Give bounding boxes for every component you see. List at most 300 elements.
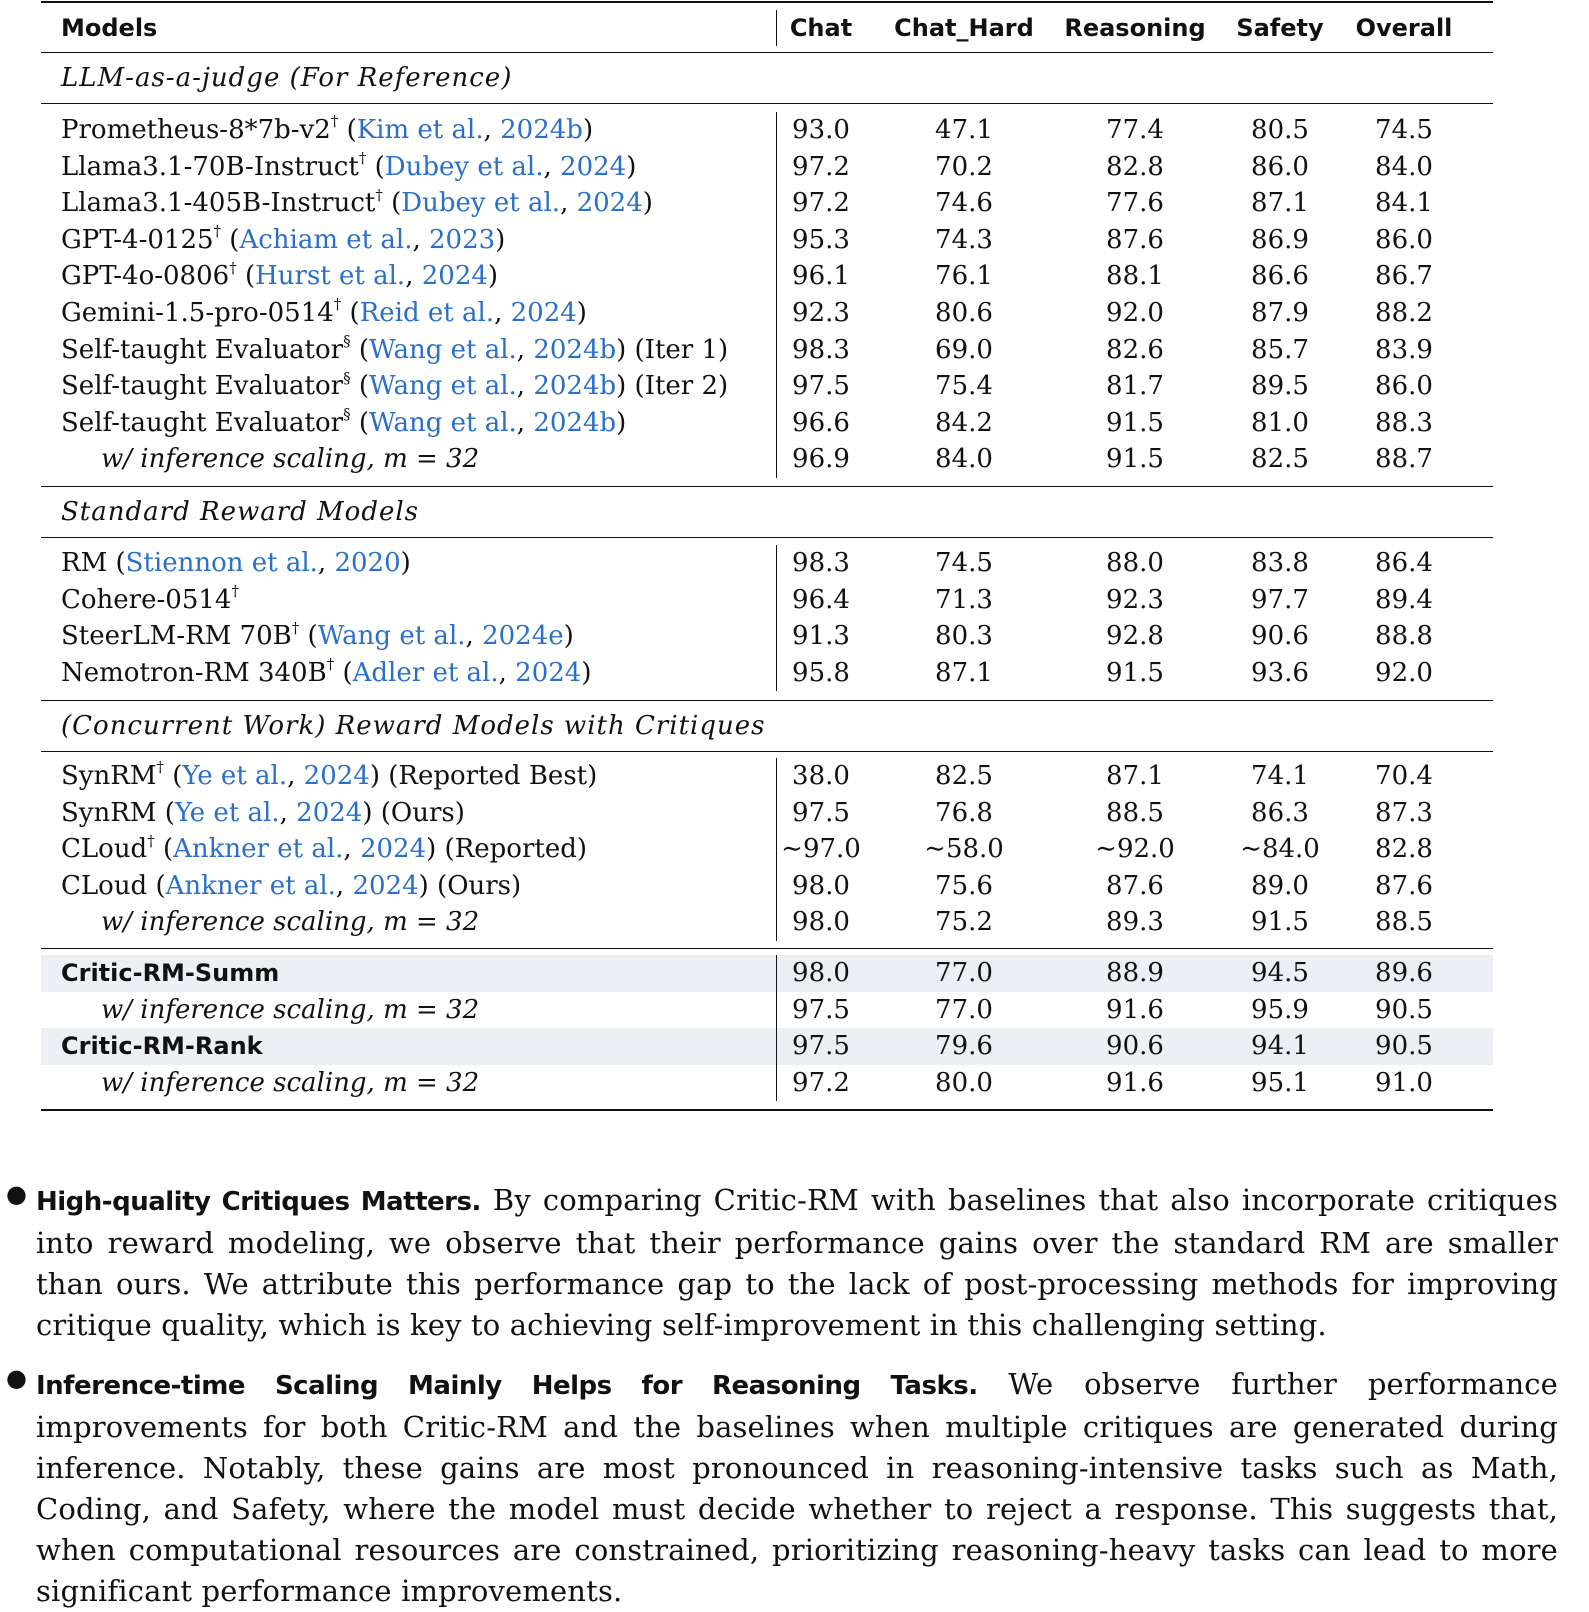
value-reasoning: 92.3 xyxy=(1106,584,1164,615)
value-safety: 82.5 xyxy=(1251,444,1309,475)
paren: ) xyxy=(487,261,499,292)
citation-link: Ye et al. xyxy=(182,761,288,791)
model-suffix: (Ours) xyxy=(428,870,522,901)
value-reasoning: 87.1 xyxy=(1106,761,1164,791)
value-overall: 91.0 xyxy=(1375,1067,1433,1098)
model-name xyxy=(61,368,728,405)
header-chat-hard: Chat_Hard xyxy=(894,14,1034,42)
citation-year: 2024e xyxy=(482,621,564,652)
value-chat: 98.0 xyxy=(792,958,850,988)
value-overall: 88.3 xyxy=(1375,407,1433,438)
citation-link: Kim et al. xyxy=(356,115,484,145)
paren: ) xyxy=(626,151,637,182)
value-safety: 86.9 xyxy=(1251,224,1309,255)
value-overall: 70.4 xyxy=(1375,761,1433,791)
value-chat-hard: 82.5 xyxy=(935,761,993,791)
model-label: Llama3.1-70B-Instruct xyxy=(61,151,359,182)
value-chat: 38.0 xyxy=(792,761,850,791)
value-overall: 74.5 xyxy=(1375,115,1433,145)
model-name xyxy=(61,149,636,186)
value-safety: 95.1 xyxy=(1251,1067,1309,1098)
paren: ( xyxy=(221,224,240,255)
comma: , xyxy=(516,407,534,438)
value-reasoning: 87.6 xyxy=(1106,870,1164,901)
footnote-mark: † xyxy=(229,258,237,277)
citation-link: Ankner et al. xyxy=(173,834,344,865)
model-suffix: (Iter 2) xyxy=(626,371,729,402)
model-label: Llama3.1-405B-Instruct xyxy=(61,188,376,219)
value-reasoning: 91.5 xyxy=(1106,657,1164,688)
value-chat: 96.9 xyxy=(792,444,850,475)
table-rule xyxy=(41,700,1493,701)
value-reasoning: 88.0 xyxy=(1106,548,1164,578)
table-row xyxy=(41,295,1493,332)
value-overall: 83.9 xyxy=(1375,334,1433,365)
value-chat: 97.2 xyxy=(792,151,850,182)
footnote-mark: † xyxy=(333,295,342,314)
value-safety: 91.5 xyxy=(1251,907,1309,938)
citation-link: Ankner et al. xyxy=(165,870,336,901)
header-chat: Chat xyxy=(789,14,853,42)
value-safety: 89.5 xyxy=(1251,371,1309,402)
value-chat: 93.0 xyxy=(792,115,850,145)
citation-year: 2024 xyxy=(359,834,427,865)
model-name xyxy=(61,258,498,295)
value-safety: 85.7 xyxy=(1251,334,1309,365)
bullet-text: By comparing Critic-RM with baselines that also incorporate critiques into reward modeling, we observe that their performance gains over the standard RM are smaller than ours. We attribute this performance gap to the lack of post-processing methods for improving critique quality, which is key to achieving self-improvement in this challenging setting. xyxy=(36,1183,1558,1342)
citation-link: Adler et al. xyxy=(352,657,499,688)
table-row xyxy=(41,795,1493,832)
comma: , xyxy=(287,761,304,791)
value-overall: 84.0 xyxy=(1375,151,1433,182)
model-name xyxy=(61,582,239,619)
bullet-lead: High-quality Critiques Matters. xyxy=(36,1187,481,1217)
footnote-mark: † xyxy=(291,618,300,637)
model-name xyxy=(61,222,505,259)
value-chat-hard: 69.0 xyxy=(935,334,993,365)
value-reasoning: 88.5 xyxy=(1106,797,1164,828)
table-rule xyxy=(41,1109,1493,1111)
value-chat: 95.8 xyxy=(792,657,850,688)
model-name xyxy=(61,185,653,222)
paren: ) xyxy=(426,834,437,865)
header-overall: Overall xyxy=(1355,14,1453,42)
value-reasoning: 77.6 xyxy=(1106,188,1164,219)
model-label: Self-taught Evaluator xyxy=(61,371,344,402)
value-safety: ∼84.0 xyxy=(1240,834,1320,865)
value-chat-hard: 76.8 xyxy=(935,797,993,828)
header-safety: Safety xyxy=(1236,14,1324,42)
variant-label: w/ inference scaling, m = 32 xyxy=(101,994,480,1025)
table-row xyxy=(41,655,1493,692)
paren: ( xyxy=(366,151,385,182)
value-safety: 87.1 xyxy=(1251,188,1309,219)
table-row xyxy=(41,1028,1493,1065)
model-label: RM xyxy=(61,548,108,578)
comma: , xyxy=(412,224,429,255)
value-reasoning: 89.3 xyxy=(1106,907,1164,938)
value-chat-hard: 87.1 xyxy=(935,657,993,688)
value-safety: 81.0 xyxy=(1251,407,1309,438)
variant-label: w/ inference scaling, m = 32 xyxy=(101,444,480,475)
value-overall: 89.4 xyxy=(1375,584,1433,615)
value-overall: 88.5 xyxy=(1375,907,1433,938)
table-row xyxy=(41,582,1493,619)
bullet-lead: Inference-time Scaling Mainly Helps for Reasoning Tasks. xyxy=(36,1371,978,1401)
footnote-mark: § xyxy=(343,368,351,387)
value-chat-hard: 76.1 xyxy=(935,261,993,292)
comma: , xyxy=(516,371,534,402)
paren: ) xyxy=(616,407,627,438)
value-safety: 94.5 xyxy=(1251,958,1309,988)
value-overall: 86.4 xyxy=(1375,548,1433,578)
value-chat-hard: 70.2 xyxy=(935,151,993,182)
table-row xyxy=(41,955,1493,992)
value-overall: 86.0 xyxy=(1375,224,1433,255)
value-chat-hard: 77.0 xyxy=(935,958,993,988)
footnote-mark: † xyxy=(375,185,383,204)
value-chat: 97.5 xyxy=(792,371,850,402)
column-divider xyxy=(776,10,777,46)
model-label: Nemotron-RM 340B xyxy=(61,657,327,688)
table-row xyxy=(41,112,1493,149)
value-chat: 96.1 xyxy=(792,261,850,292)
variant-label: w/ inference scaling, m = 32 xyxy=(101,907,480,938)
model-name xyxy=(61,795,465,832)
column-divider xyxy=(776,545,777,691)
model-name xyxy=(61,831,587,868)
model-name xyxy=(61,545,411,582)
value-safety: 94.1 xyxy=(1251,1031,1309,1062)
table-row xyxy=(41,258,1493,295)
citation-year: 2024b xyxy=(533,334,617,365)
model-label: SynRM xyxy=(61,797,157,828)
paren: ) xyxy=(616,334,627,365)
value-chat: 97.2 xyxy=(792,1067,850,1098)
citation-year: 2024b xyxy=(533,371,617,402)
model-label: SteerLM-RM 70B xyxy=(61,621,292,652)
value-chat-hard: ∼58.0 xyxy=(924,834,1004,865)
citation-year: 2024 xyxy=(296,797,363,828)
value-chat-hard: 75.4 xyxy=(935,371,993,402)
value-chat: 97.5 xyxy=(792,797,850,828)
citation-link: Achiam et al. xyxy=(239,224,413,255)
value-reasoning: 91.5 xyxy=(1106,407,1164,438)
model-label: Self-taught Evaluator xyxy=(61,407,344,438)
column-divider xyxy=(776,112,777,478)
value-overall: 84.1 xyxy=(1375,188,1433,219)
value-chat-hard: 80.3 xyxy=(935,621,993,652)
table-row xyxy=(41,904,1493,941)
comma: , xyxy=(516,334,534,365)
model-name: Critic-RM-Rank xyxy=(61,1032,263,1061)
value-reasoning: 91.6 xyxy=(1106,994,1164,1025)
value-safety: 80.5 xyxy=(1251,115,1309,145)
value-chat-hard: 74.5 xyxy=(935,548,993,578)
section-title: LLM-as-a-judge (For Reference) xyxy=(61,63,513,93)
table-rule xyxy=(41,1,1493,3)
citation-link: Hurst et al. xyxy=(255,261,406,292)
model-label: CLoud xyxy=(61,834,148,865)
header-reasoning: Reasoning xyxy=(1064,14,1206,42)
value-chat-hard: 77.0 xyxy=(935,994,993,1025)
model-name: Critic-RM-Summ xyxy=(61,959,280,987)
paren: ( xyxy=(107,548,126,578)
value-chat-hard: 75.2 xyxy=(935,907,993,938)
value-safety: 86.3 xyxy=(1251,797,1309,828)
table-row xyxy=(41,185,1493,222)
column-divider xyxy=(776,758,777,941)
citation-year: 2024 xyxy=(560,151,627,182)
model-label: SynRM xyxy=(61,761,157,791)
paren: ( xyxy=(163,761,183,791)
table-row xyxy=(41,618,1493,655)
value-reasoning: 82.8 xyxy=(1106,151,1164,182)
comma: , xyxy=(317,548,335,578)
citation-year: 2024b xyxy=(533,407,617,438)
citation-year: 2024b xyxy=(500,115,583,145)
comma: , xyxy=(483,115,501,145)
citation-link: Dubey et al. xyxy=(401,188,561,219)
value-safety: 89.0 xyxy=(1251,870,1309,901)
paren: ) xyxy=(563,621,574,652)
citation-link: Wang et al. xyxy=(368,407,517,438)
bullet-dot: ● xyxy=(6,1180,27,1208)
value-chat: 91.3 xyxy=(792,621,850,652)
value-reasoning: 92.0 xyxy=(1106,298,1164,328)
value-safety: 90.6 xyxy=(1251,621,1309,652)
value-reasoning: 88.9 xyxy=(1106,958,1164,988)
paren: ) xyxy=(495,224,506,255)
value-chat-hard: 79.6 xyxy=(935,1031,993,1062)
value-overall: 90.5 xyxy=(1375,994,1433,1025)
value-reasoning: 77.4 xyxy=(1106,115,1164,145)
comma: , xyxy=(279,797,297,828)
value-safety: 95.9 xyxy=(1251,994,1309,1025)
bullet-dot: ● xyxy=(6,1364,27,1392)
value-chat-hard: 75.6 xyxy=(935,870,993,901)
citation-link: Ye et al. xyxy=(174,797,280,828)
value-chat: 98.3 xyxy=(792,334,850,365)
value-chat: 96.4 xyxy=(792,584,850,615)
footnote-mark: † xyxy=(231,581,239,600)
table-row xyxy=(41,149,1493,186)
footnote-mark: § xyxy=(343,405,351,424)
table-row xyxy=(41,758,1493,795)
table-row xyxy=(41,1065,1493,1102)
value-reasoning: 81.7 xyxy=(1106,371,1164,402)
table-row xyxy=(41,992,1493,1029)
value-chat: 98.0 xyxy=(792,870,850,901)
paren: ) xyxy=(582,115,594,145)
paren: ) xyxy=(418,870,429,901)
citation-link: Dubey et al. xyxy=(384,151,544,182)
value-overall: 92.0 xyxy=(1375,657,1433,688)
value-overall: 88.8 xyxy=(1375,621,1433,652)
bullet-body xyxy=(36,1180,1558,1346)
paren: ) xyxy=(362,797,373,828)
model-name xyxy=(61,868,521,905)
table-rule xyxy=(41,537,1493,538)
table-rule xyxy=(41,52,1493,53)
value-chat-hard: 84.2 xyxy=(935,407,993,438)
value-safety: 86.6 xyxy=(1251,261,1309,292)
citation-year: 2024 xyxy=(303,761,370,791)
value-chat-hard: 80.6 xyxy=(935,298,993,328)
paren: ( xyxy=(338,115,357,145)
paren: ( xyxy=(350,334,369,365)
table-rule xyxy=(41,103,1493,104)
value-reasoning: 92.8 xyxy=(1106,621,1164,652)
table-rule xyxy=(41,948,1493,949)
value-reasoning: 88.1 xyxy=(1106,261,1164,292)
model-suffix: (Reported Best) xyxy=(379,761,598,791)
citation-link: Wang et al. xyxy=(368,371,517,402)
citation-year: 2024 xyxy=(352,870,419,901)
value-chat: 98.0 xyxy=(792,907,850,938)
value-safety: 97.7 xyxy=(1251,584,1309,615)
paren: ) xyxy=(576,298,587,328)
footnote-mark: † xyxy=(330,112,339,131)
model-label: Cohere-0514 xyxy=(61,584,232,615)
value-chat: ∼97.0 xyxy=(781,834,861,865)
value-reasoning: ∼92.0 xyxy=(1095,834,1175,865)
table-row xyxy=(41,332,1493,369)
paren: ) xyxy=(400,548,411,578)
section-title: (Concurrent Work) Reward Models with Critiques xyxy=(61,711,766,741)
model-name xyxy=(61,405,626,442)
paren: ( xyxy=(334,657,353,688)
bullet-text: We observe further performance improvements for both Critic-RM and the baselines when multiple critiques are generated during inference. Notably, these gains are most pronounced in reasoning-intensive tasks such as Math, Coding, and Safety, where the model must decide whether to reject a response. This suggests that, when computational resources are constrained, prioritizing reasoning-heavy tasks can lead to more significant performance improvements. xyxy=(36,1367,1558,1608)
value-chat-hard: 74.6 xyxy=(935,188,993,219)
paren: ) xyxy=(369,761,380,791)
value-overall: 89.6 xyxy=(1375,958,1433,988)
paren: ( xyxy=(341,298,360,328)
model-label: GPT-4-0125 xyxy=(61,224,214,255)
paren: ( xyxy=(299,621,318,652)
footnote-mark: † xyxy=(358,148,367,167)
value-chat: 97.5 xyxy=(792,994,850,1025)
model-label: Prometheus-8*7b-v2 xyxy=(61,115,331,145)
model-label: CLoud xyxy=(61,870,148,901)
paren: ) xyxy=(581,657,592,688)
comma: , xyxy=(465,621,483,652)
citation-year: 2020 xyxy=(334,548,401,578)
footnote-mark: † xyxy=(326,655,335,674)
paren: ( xyxy=(350,407,369,438)
model-label: GPT-4o-0806 xyxy=(61,261,230,292)
citation-link: Wang et al. xyxy=(368,334,517,365)
citation-year: 2024 xyxy=(510,298,577,328)
citation-year: 2024 xyxy=(515,657,582,688)
paren: ( xyxy=(236,261,256,292)
paren: ) xyxy=(642,188,653,219)
section-title: Standard Reward Models xyxy=(61,497,420,527)
paren: ) xyxy=(616,371,627,402)
value-chat-hard: 84.0 xyxy=(935,444,993,475)
value-overall: 86.7 xyxy=(1375,261,1433,292)
citation-link: Stiennon et al. xyxy=(125,548,318,578)
citation-year: 2024 xyxy=(421,261,488,292)
value-chat: 92.3 xyxy=(792,298,850,328)
value-reasoning: 91.5 xyxy=(1106,444,1164,475)
header-models: Models xyxy=(61,14,158,42)
table-row xyxy=(41,831,1493,868)
bullet-body xyxy=(36,1364,1558,1612)
comma: , xyxy=(335,870,353,901)
value-reasoning: 87.6 xyxy=(1106,224,1164,255)
table-row xyxy=(41,405,1493,442)
value-chat-hard: 47.1 xyxy=(935,115,993,145)
value-chat-hard: 71.3 xyxy=(935,584,993,615)
model-suffix: (Reported) xyxy=(436,834,587,865)
variant-label: w/ inference scaling, m = 32 xyxy=(101,1067,480,1098)
value-overall: 87.3 xyxy=(1375,797,1433,828)
table-row xyxy=(41,441,1493,478)
comma: , xyxy=(405,261,422,292)
model-name xyxy=(61,332,728,369)
paren: ( xyxy=(156,797,175,828)
value-overall: 82.8 xyxy=(1375,834,1433,865)
value-overall: 86.0 xyxy=(1375,371,1433,402)
value-safety: 83.8 xyxy=(1251,548,1309,578)
value-chat: 97.5 xyxy=(792,1031,850,1062)
value-safety: 87.9 xyxy=(1251,298,1309,328)
citation-year: 2024 xyxy=(576,188,643,219)
value-overall: 87.6 xyxy=(1375,870,1433,901)
model-label: Self-taught Evaluator xyxy=(61,334,344,365)
paren: ( xyxy=(382,188,402,219)
table-rule xyxy=(41,751,1493,752)
table-row xyxy=(41,222,1493,259)
footnote-mark: † xyxy=(156,758,164,777)
paren: ( xyxy=(350,371,369,402)
footnote-mark: † xyxy=(213,222,222,241)
value-safety: 93.6 xyxy=(1251,657,1309,688)
comma: , xyxy=(494,298,511,328)
comma: , xyxy=(560,188,577,219)
footnote-mark: § xyxy=(343,331,351,350)
model-name xyxy=(61,295,587,332)
model-suffix: (Iter 1) xyxy=(626,334,729,365)
value-overall: 90.5 xyxy=(1375,1031,1433,1062)
model-name xyxy=(61,655,591,692)
value-reasoning: 90.6 xyxy=(1106,1031,1164,1062)
table-rule xyxy=(41,486,1493,487)
paren: ( xyxy=(154,834,174,865)
comma: , xyxy=(543,151,561,182)
value-chat: 96.6 xyxy=(792,407,850,438)
value-overall: 88.7 xyxy=(1375,444,1433,475)
column-divider xyxy=(776,955,777,1101)
table-row xyxy=(41,868,1493,905)
value-safety: 86.0 xyxy=(1251,151,1309,182)
table-row xyxy=(41,368,1493,405)
value-reasoning: 82.6 xyxy=(1106,334,1164,365)
model-suffix: (Ours) xyxy=(372,797,465,828)
value-chat: 97.2 xyxy=(792,188,850,219)
value-chat-hard: 80.0 xyxy=(935,1067,993,1098)
citation-link: Reid et al. xyxy=(359,298,495,328)
value-overall: 88.2 xyxy=(1375,298,1433,328)
model-label: Gemini-1.5-pro-0514 xyxy=(61,298,334,328)
citation-link: Wang et al. xyxy=(317,621,466,652)
table-row xyxy=(41,545,1493,582)
model-name xyxy=(61,618,574,655)
citation-year: 2023 xyxy=(429,224,496,255)
value-chat-hard: 74.3 xyxy=(935,224,993,255)
footnote-mark: † xyxy=(147,831,155,850)
